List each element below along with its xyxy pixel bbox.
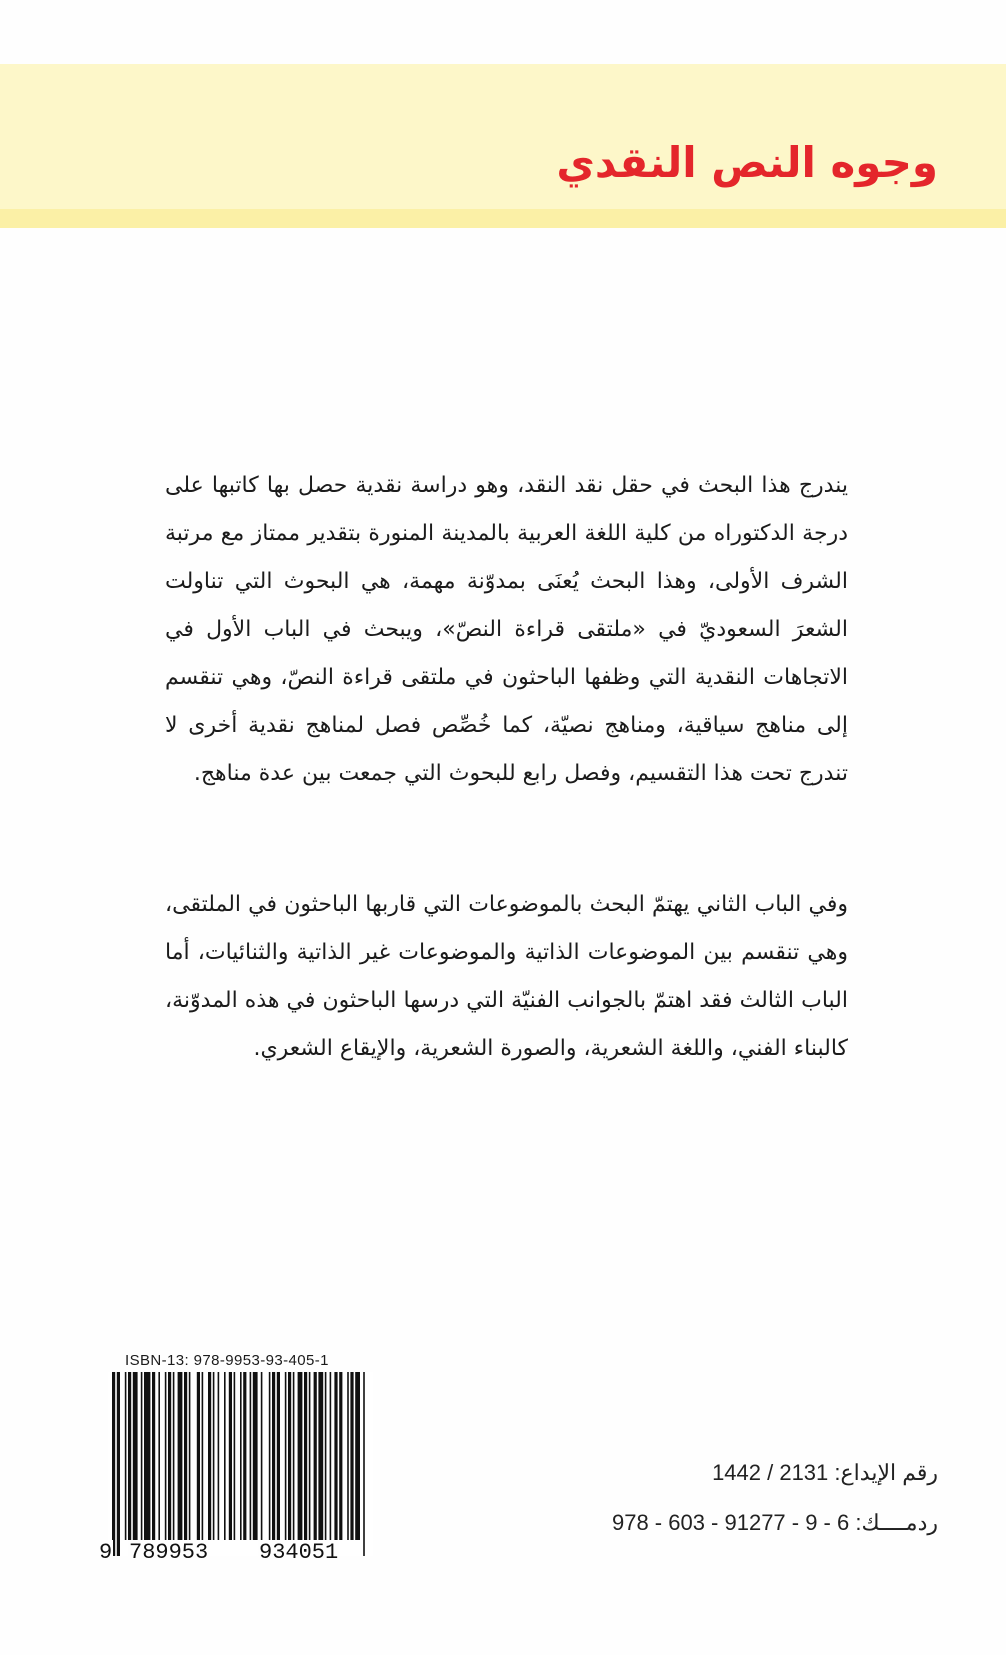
barcode-bar [277, 1372, 280, 1540]
barcode-bar [141, 1372, 143, 1540]
arabic-isbn [612, 1510, 938, 1536]
barcode-bar [314, 1372, 317, 1540]
barcode-bar [243, 1372, 246, 1540]
barcode-bar [144, 1372, 150, 1540]
barcode-bars [108, 1372, 373, 1556]
barcode-bar [158, 1372, 160, 1540]
barcode-bar [285, 1372, 287, 1540]
barcode-bar [224, 1372, 226, 1540]
barcode-bar [355, 1372, 360, 1540]
barcode-bar [253, 1372, 258, 1540]
barcode-bar [298, 1372, 303, 1540]
barcode-bar [318, 1372, 323, 1540]
barcode-digits [98, 1540, 388, 1570]
barcode-bar [330, 1372, 332, 1540]
book-title: وجوه النص النقدي [556, 138, 938, 188]
title-band-strip [0, 209, 1006, 228]
barcode-bar [128, 1372, 131, 1540]
barcode-bar [261, 1372, 263, 1540]
barcode-bar [250, 1372, 252, 1540]
barcode-bar [234, 1372, 236, 1540]
barcode-bar [272, 1372, 275, 1540]
barcode-isbn-label: ISBN-13: 978-9953-93-405-1 [125, 1352, 329, 1369]
barcode-bar [363, 1372, 365, 1556]
barcode-bar [202, 1372, 204, 1540]
barcode-bar [350, 1372, 353, 1540]
arabic-isbn-value: 978 - 603 - 91277 - 9 - 6 [611, 1510, 850, 1535]
barcode-digits-left: 789953 [129, 1540, 209, 1565]
barcode-digit-prefix: 9 [99, 1540, 113, 1565]
barcode-bar [325, 1372, 327, 1540]
barcode-bar [168, 1372, 171, 1540]
barcode-bar [178, 1372, 183, 1540]
barcode-bar [269, 1372, 271, 1540]
barcode-bar [208, 1372, 211, 1540]
barcode-bar [339, 1372, 342, 1540]
barcode-bar [213, 1372, 215, 1540]
barcode-bar [288, 1372, 291, 1540]
barcode-bar [152, 1372, 155, 1540]
barcode-bar [173, 1372, 175, 1540]
barcode-bar [112, 1372, 115, 1556]
barcode-bar [309, 1372, 311, 1556]
barcode-bar [347, 1372, 349, 1540]
barcode-bar [293, 1372, 295, 1540]
barcode-bar [304, 1372, 307, 1540]
barcode-bar [197, 1372, 200, 1540]
barcode-bar [165, 1372, 167, 1540]
deposit-number [712, 1460, 938, 1486]
blurb-paragraph-2: وفي الباب الثاني يهتمّ البحث بالموضوعات التي قاربها الباحثون في الملتقى، وهي تنقسم بين الموضوعات الذاتية والموضوعات غير الذاتية والثنائيات، أما الباب الثالث فقد اهتمّ بالجوانب الفنيّة التي درسها الباحثون في هذه المدوّنة، كالبناء الفني، واللغة الشعرية، والصورة الشعرية، والإيقاع الشعري. [165, 892, 848, 1061]
deposit-label: رقم الإيداع: [834, 1460, 938, 1485]
barcode-bar [184, 1372, 187, 1540]
deposit-value: 1442 / 2131 [712, 1460, 829, 1485]
barcode-bar [189, 1372, 191, 1540]
barcode [108, 1372, 373, 1556]
barcode-bar [334, 1372, 337, 1540]
barcode-bar [218, 1372, 220, 1540]
barcode-bar [117, 1372, 120, 1556]
barcode-bar [133, 1372, 138, 1540]
blurb-paragraph-1: يندرج هذا البحث في حقل نقد النقد، وهو دراسة نقدية حصل بها كاتبها على درجة الدكتوراه من كلية اللغة العربية بالمدينة المنورة بتقدير ممتاز مع مرتبة الشرف الأولى، وهذا البحث يُعنَى بمدوّنة مهمة، هي البحوث التي تناولت الشعرَ السعوديّ في «ملتقى قراءة النصّ»، ويبحث في الباب الأول في الاتجاهات النقدية التي وظفها الباحثون في ملتقى قراءة النصّ، وهي تنقسم إلى مناهج سياقية، ومناهج نصيّة، كما خُصِّص فصل لمناهج نقدية أخرى لا تندرج تحت هذا التقسيم، وفصل رابع للبحوث التي جمعت بين عدة مناهج. [165, 473, 848, 786]
arabic-isbn-label: ردمــــك: [855, 1510, 938, 1535]
barcode-digits-right: 934051 [259, 1540, 339, 1565]
barcode-bar [125, 1372, 127, 1540]
barcode-bar [229, 1372, 232, 1540]
barcode-bar [240, 1372, 242, 1540]
